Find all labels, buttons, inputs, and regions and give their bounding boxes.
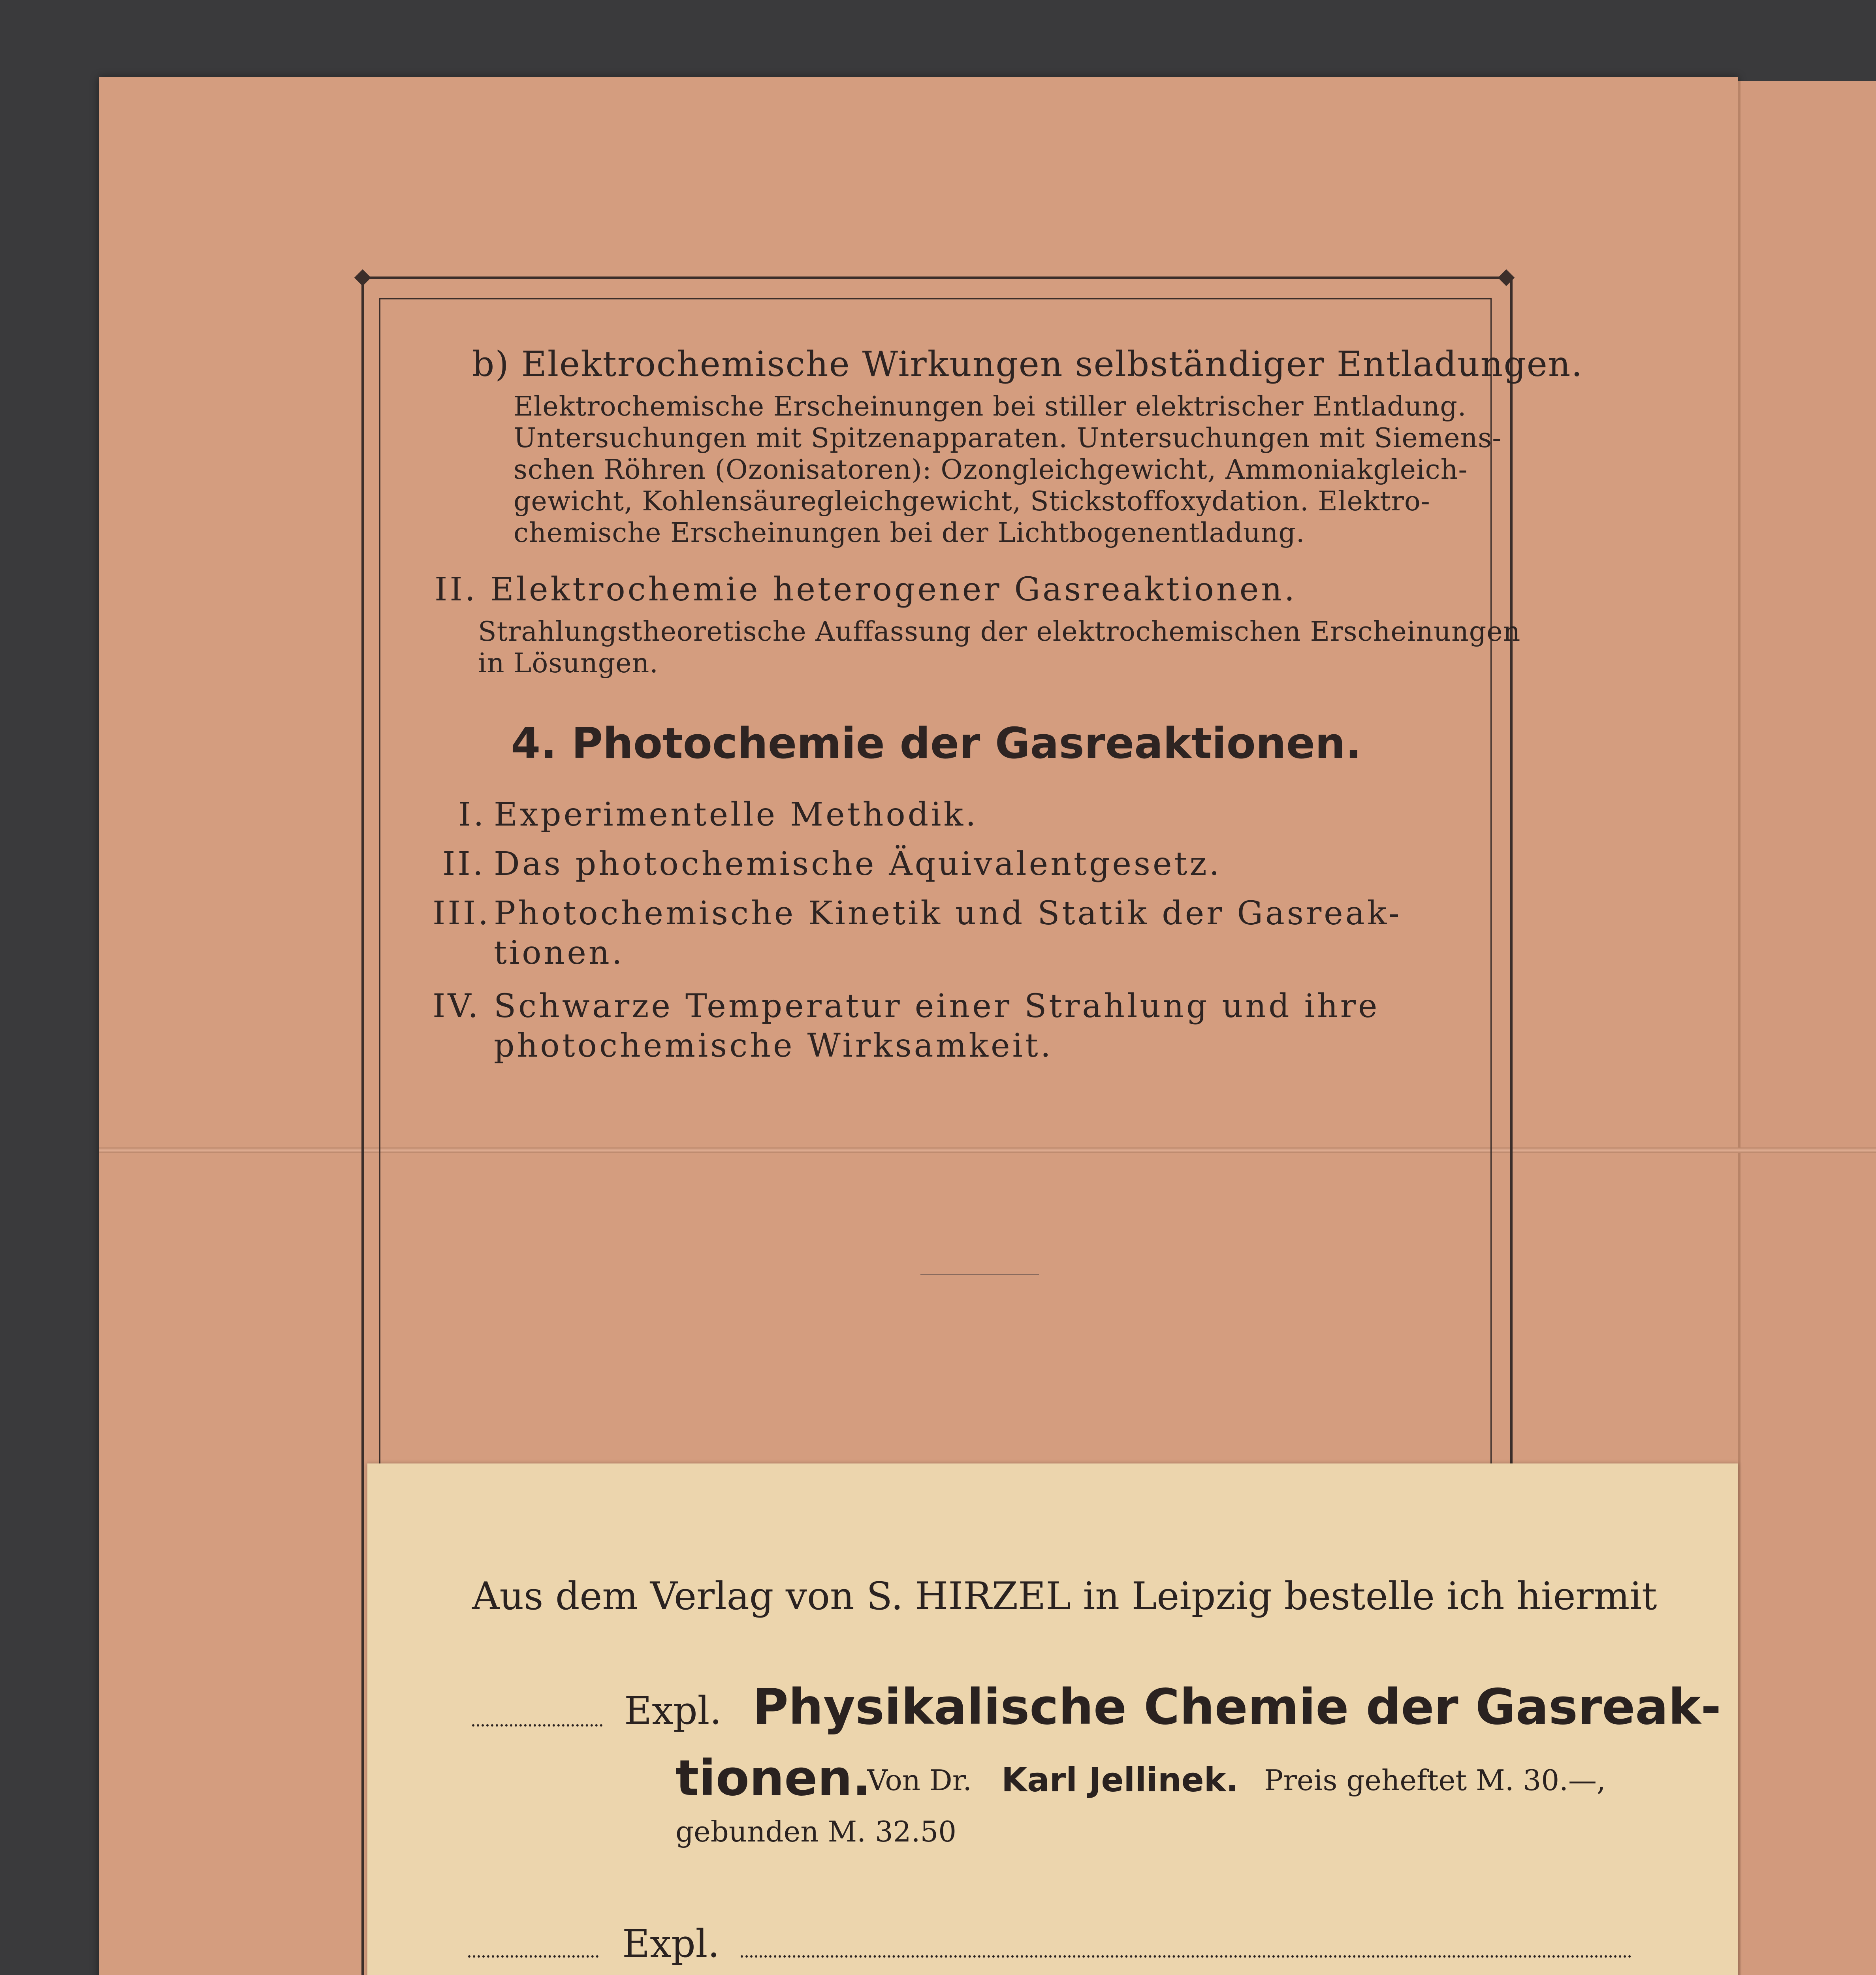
ii-item-heading: II. Elektrochemie heterogener Gasreaktionen. bbox=[435, 571, 1297, 608]
book-title-line1: Physikalische Chemie der Gasreak- bbox=[753, 1679, 1721, 1736]
b-item-line: Untersuchungen mit Spitzenapparaten. Untersuchungen mit Siemens- bbox=[514, 423, 1502, 454]
expl-label-2: Expl. bbox=[622, 1922, 720, 1966]
author-prefix: Von Dr. bbox=[867, 1764, 972, 1797]
section-item-continuation: photochemische Wirksamkeit. bbox=[494, 1027, 1053, 1065]
price-line2: gebunden M. 32.50 bbox=[676, 1815, 957, 1848]
ii-item-line: in Lösungen. bbox=[478, 648, 659, 679]
section-item-number: II. bbox=[442, 845, 485, 883]
b-item-line: chemische Erscheinungen bei der Lichtbogenentladung. bbox=[514, 517, 1305, 549]
section-title-wrapper bbox=[367, 0, 1505, 790]
section-item-number: IV. bbox=[433, 988, 481, 1025]
section-4-title: 4. Photochemie der Gasreaktionen. bbox=[511, 719, 1362, 768]
title-blank[interactable] bbox=[741, 1955, 1631, 1958]
b-item-line: schen Röhren (Ozonisatoren): Ozongleichgewicht, Ammoniakgleich- bbox=[514, 454, 1468, 485]
price-line1: Preis geheftet M. 30.—, bbox=[1264, 1764, 1606, 1797]
right-page bbox=[1738, 81, 1876, 1975]
section-item-text: Photochemische Kinetik und Statik der Gasreak- bbox=[494, 895, 1402, 932]
section-item-text: Das photochemische Äquivalentgesetz. bbox=[494, 845, 1222, 883]
quantity-blank-2[interactable] bbox=[468, 1955, 598, 1958]
b-item-line: gewicht, Kohlensäuregleichgewicht, Stickstoffoxydation. Elektro- bbox=[514, 486, 1430, 517]
order-intro: Aus dem Verlag von S. HIRZEL in Leipzig bestelle ich hiermit bbox=[472, 1574, 1657, 1618]
quantity-blank[interactable] bbox=[472, 1724, 602, 1727]
book-title-line2: tionen. bbox=[676, 1750, 871, 1807]
section-item-number: III. bbox=[433, 895, 491, 932]
b-item-line: Elektrochemische Erscheinungen bei stiller elektrischer Entladung. bbox=[514, 391, 1467, 422]
author-name: Karl Jellinek. bbox=[1001, 1761, 1239, 1799]
order-card bbox=[367, 1463, 1738, 1975]
section-item-text: Schwarze Temperatur einer Strahlung und ihre bbox=[494, 988, 1380, 1025]
expl-label: Expl. bbox=[624, 1689, 722, 1733]
b-item-heading: b) Elektrochemische Wirkungen selbständiger Entladungen. bbox=[472, 344, 1583, 384]
section-item-continuation: tionen. bbox=[494, 934, 625, 972]
ii-item-line: Strahlungstheoretische Auffassung der elektrochemischen Erscheinungen bbox=[478, 616, 1521, 647]
end-rule bbox=[920, 1274, 1039, 1275]
section-item-number: I. bbox=[458, 796, 486, 833]
section-item-text: Experimentelle Methodik. bbox=[494, 796, 978, 833]
